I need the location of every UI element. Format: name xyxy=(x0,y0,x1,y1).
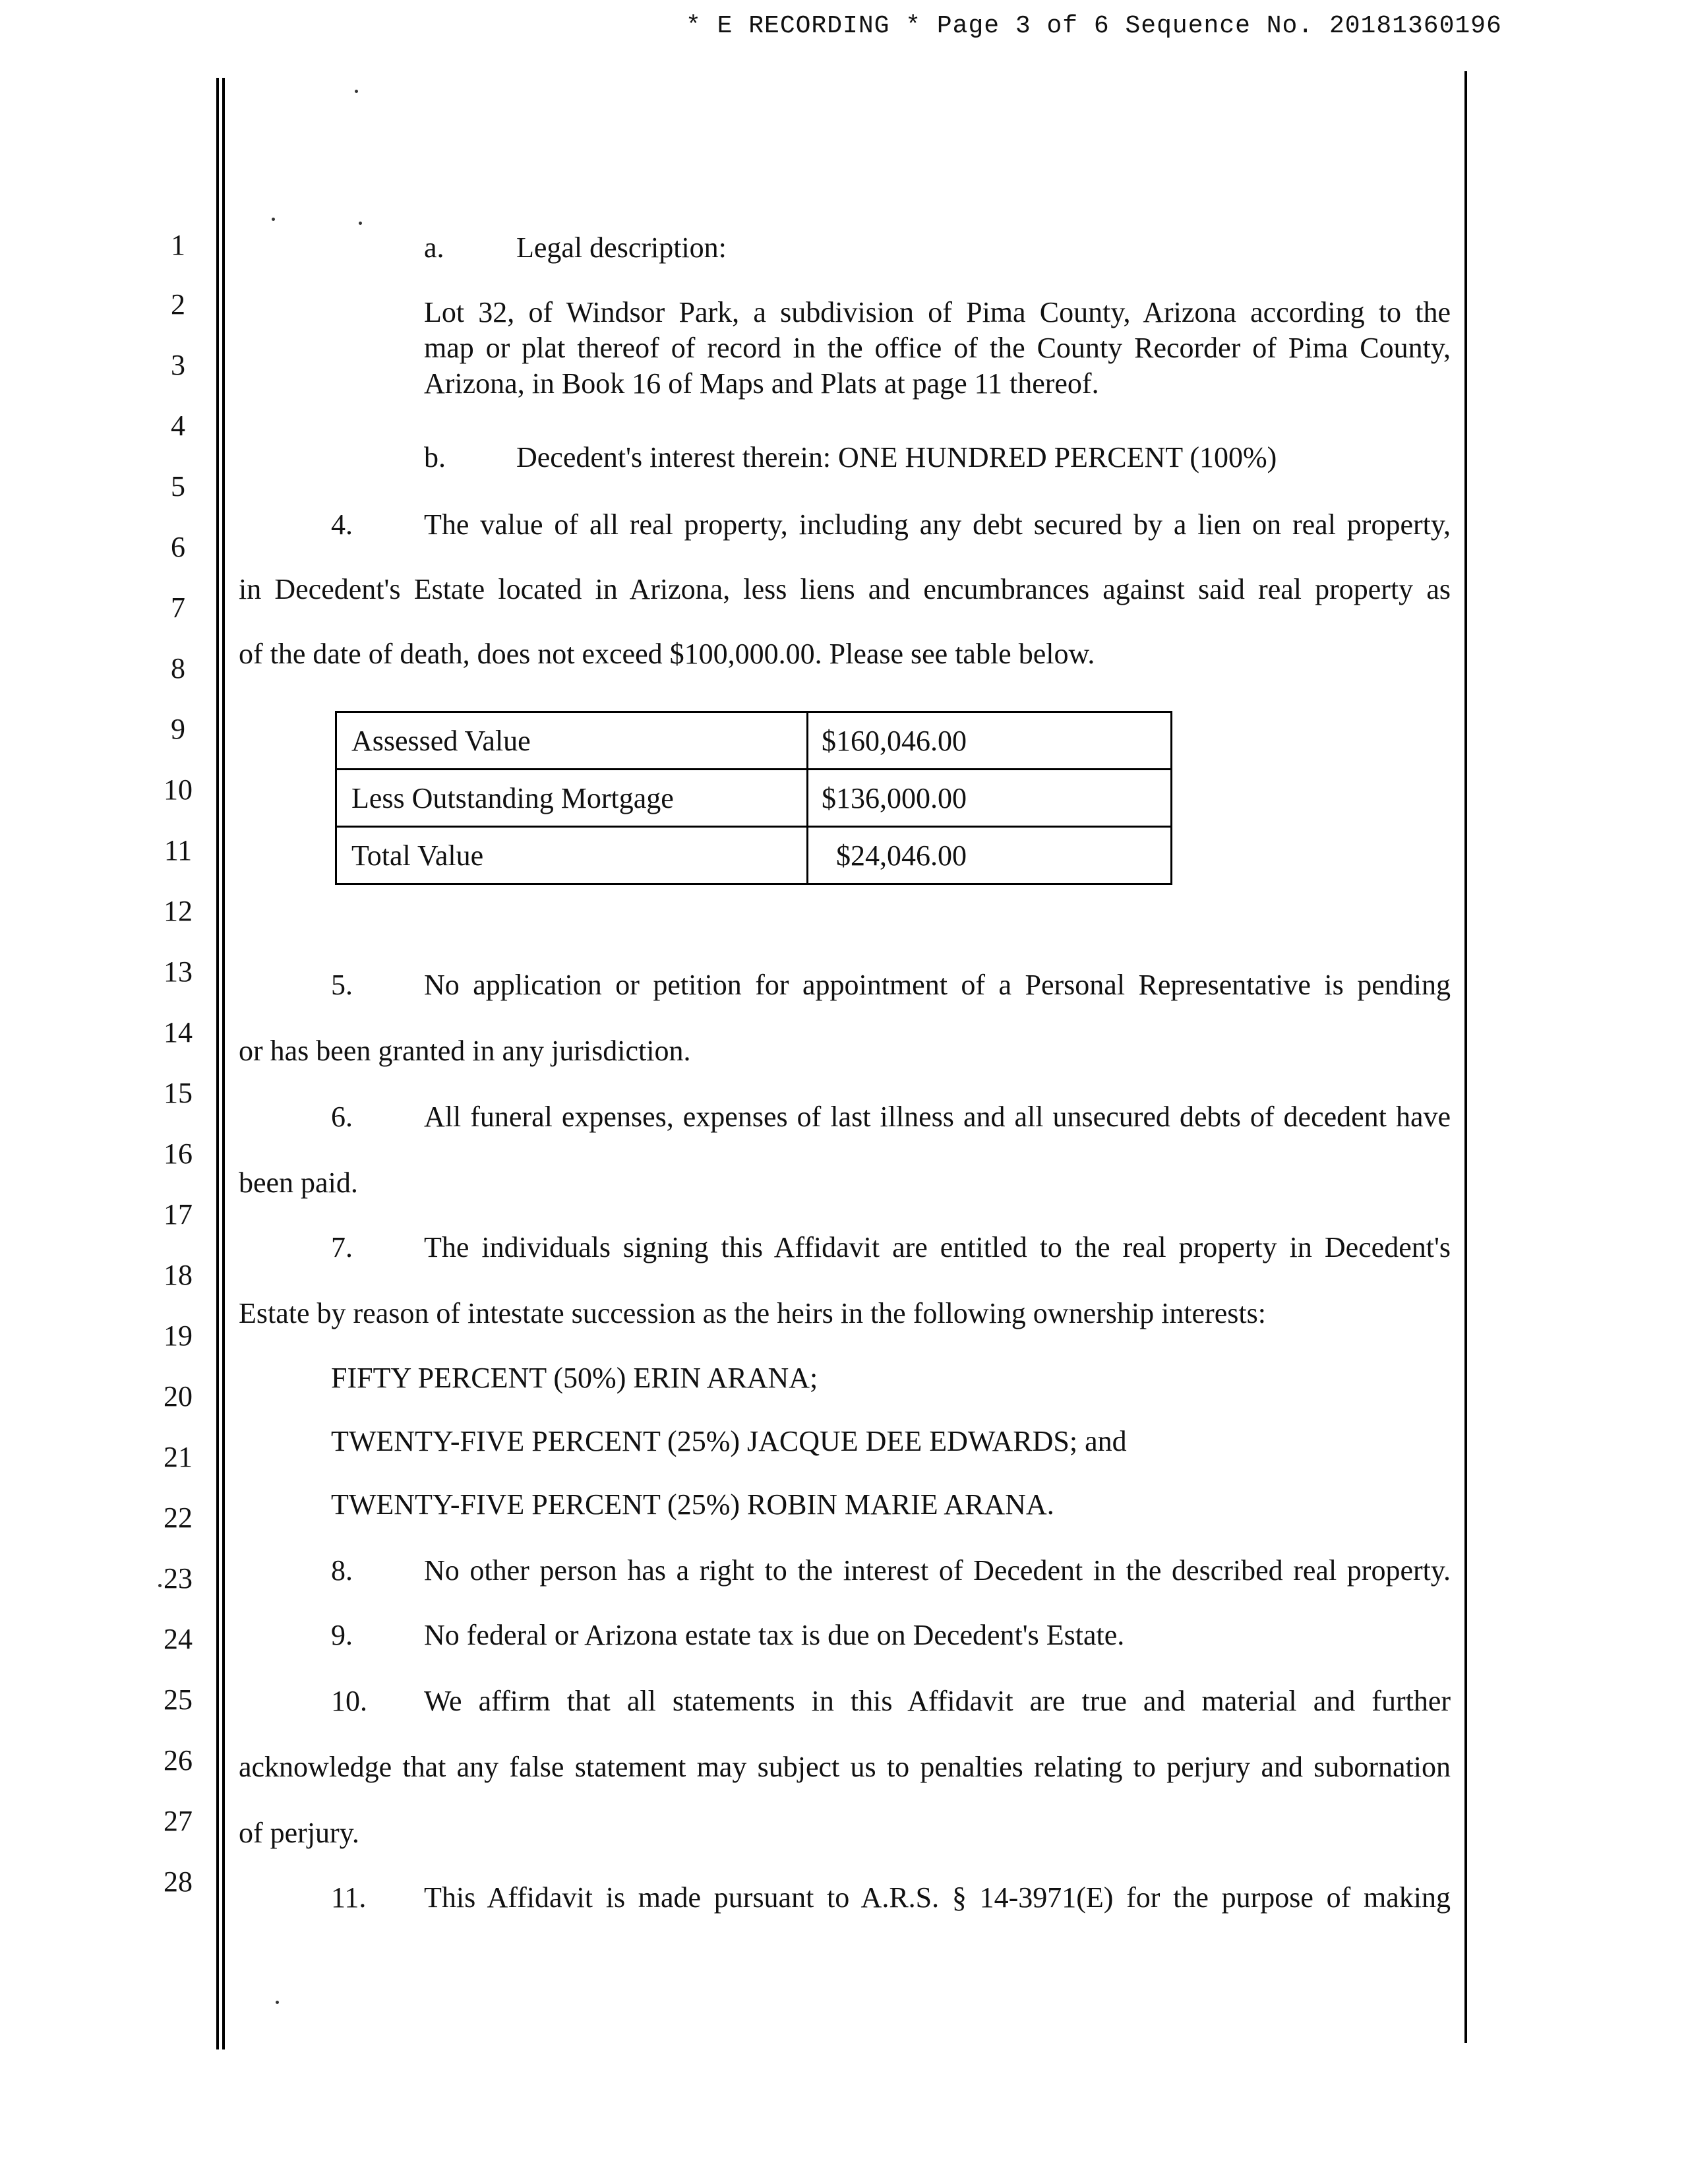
legal-b-marker: b. xyxy=(424,441,446,473)
table-cell-value: $24,046.00 xyxy=(808,827,1172,884)
paragraph-number: 9. xyxy=(331,1619,353,1651)
line-number: 8 xyxy=(171,652,185,684)
table-row xyxy=(336,712,1172,770)
line-number: 27 xyxy=(164,1805,193,1837)
table-row xyxy=(336,770,1172,827)
line-number: 1 xyxy=(171,229,185,261)
line-number: 19 xyxy=(164,1320,193,1352)
paragraph-4-text: of the date of death, does not exceed $100,000.00. Please see table below. xyxy=(239,638,1095,670)
paragraph-number: 6. xyxy=(331,1101,353,1133)
legal-a-marker: a. xyxy=(424,231,444,264)
paragraph-7-text: The individuals signing this Affidavit are entitled to the real property in Decedent's xyxy=(424,1231,1451,1263)
line-number: 17 xyxy=(164,1198,193,1230)
paragraph-4-text: in Decedent's Estate located in Arizona, less liens and encumbrances against said real property as xyxy=(239,573,1451,605)
line-number: 20 xyxy=(164,1380,193,1412)
scan-speck xyxy=(355,90,358,93)
line-number: 13 xyxy=(164,956,193,988)
paragraph-11-text: This Affidavit is made pursuant to A.R.S. § 14-3971(E) for the purpose of making xyxy=(424,1881,1451,1914)
scan-speck xyxy=(276,2001,279,2004)
table-cell-value: $136,000.00 xyxy=(808,770,1172,827)
line-number: 3 xyxy=(171,349,185,381)
line-number: 21 xyxy=(164,1441,193,1473)
table-cell-label: Total Value xyxy=(336,827,808,884)
legal-description-line: Arizona, in Book 16 of Maps and Plats at page 11 thereof. xyxy=(424,367,1099,400)
paragraph-number: 5. xyxy=(331,969,353,1001)
paragraph-10-text: acknowledge that any false statement may subject us to penalties relating to perjury and subornation xyxy=(239,1751,1451,1783)
line-number: 4 xyxy=(171,410,185,442)
legal-description-line: map or plat thereof of record in the office of the County Recorder of Pima County, xyxy=(424,332,1451,364)
table-cell-value: $160,046.00 xyxy=(808,712,1172,770)
paragraph-10-text: We affirm that all statements in this Affidavit are true and material and further xyxy=(424,1685,1451,1717)
line-number: 24 xyxy=(164,1623,193,1655)
line-number: 15 xyxy=(164,1077,193,1109)
line-number: 7 xyxy=(171,592,185,624)
paragraph-8-text: No other person has a right to the interest of Decedent in the described real property. xyxy=(424,1554,1451,1587)
paragraph-10-text: of perjury. xyxy=(239,1817,359,1849)
heir-line: FIFTY PERCENT (50%) ERIN ARANA; xyxy=(331,1362,818,1394)
line-number: 16 xyxy=(164,1138,193,1170)
paragraph-number: 7. xyxy=(331,1231,353,1263)
legal-a-label: Legal description: xyxy=(516,231,727,264)
table-cell-label: Less Outstanding Mortgage xyxy=(336,770,808,827)
table-cell-label: Assessed Value xyxy=(336,712,808,770)
line-number: 9 xyxy=(171,713,185,745)
line-number: 22 xyxy=(164,1502,193,1534)
paragraph-number: 11. xyxy=(331,1881,367,1914)
line-number: 10 xyxy=(164,774,193,806)
heir-line: TWENTY-FIVE PERCENT (25%) ROBIN MARIE ARANA. xyxy=(331,1488,1054,1521)
line-number: 6 xyxy=(171,531,185,563)
line-number: 18 xyxy=(164,1259,193,1291)
table-row xyxy=(336,827,1172,884)
scan-speck xyxy=(158,1584,162,1587)
line-number: 5 xyxy=(171,470,185,502)
line-number: 12 xyxy=(164,895,193,927)
paragraph-number: 10. xyxy=(331,1685,367,1717)
paragraph-5-text: or has been granted in any jurisdiction. xyxy=(239,1035,691,1067)
left-margin-rule-outer xyxy=(216,78,219,2049)
paragraph-number: 8. xyxy=(331,1554,353,1587)
legal-b-text: Decedent's interest therein: ONE HUNDRED PERCENT (100%) xyxy=(516,441,1277,473)
line-number: 25 xyxy=(164,1684,193,1716)
paragraph-5-text: No application or petition for appointment of a Personal Representative is pending xyxy=(424,969,1451,1001)
recording-header: * E RECORDING * Page 3 of 6 Sequence No. 20181360196 xyxy=(686,12,1502,40)
line-number: 14 xyxy=(164,1016,193,1048)
line-number: 2 xyxy=(171,288,185,320)
line-number: 23 xyxy=(164,1562,193,1594)
legal-description-line: Lot 32, of Windsor Park, a subdivision of Pima County, Arizona according to the xyxy=(424,296,1451,328)
paragraph-4-text: The value of all real property, including any debt secured by a lien on real property, xyxy=(424,508,1451,541)
line-number: 28 xyxy=(164,1866,193,1898)
paragraph-6-text: All funeral expenses, expenses of last illness and all unsecured debts of decedent have xyxy=(424,1101,1451,1133)
paragraph-9-text: No federal or Arizona estate tax is due on Decedent's Estate. xyxy=(424,1619,1125,1651)
paragraph-6-text: been paid. xyxy=(239,1167,358,1199)
scan-speck xyxy=(272,218,275,221)
line-number: 11 xyxy=(164,834,193,866)
scan-speck xyxy=(359,222,362,225)
left-margin-rule-inner xyxy=(222,78,225,2049)
paragraph-number: 4. xyxy=(331,508,353,541)
line-number: 26 xyxy=(164,1744,193,1776)
right-margin-rule xyxy=(1464,71,1467,2043)
property-value-table xyxy=(335,711,1172,885)
heir-line: TWENTY-FIVE PERCENT (25%) JACQUE DEE EDWARDS; and xyxy=(331,1425,1127,1457)
paragraph-7-text: Estate by reason of intestate succession as the heirs in the following ownership interests: xyxy=(239,1297,1266,1329)
